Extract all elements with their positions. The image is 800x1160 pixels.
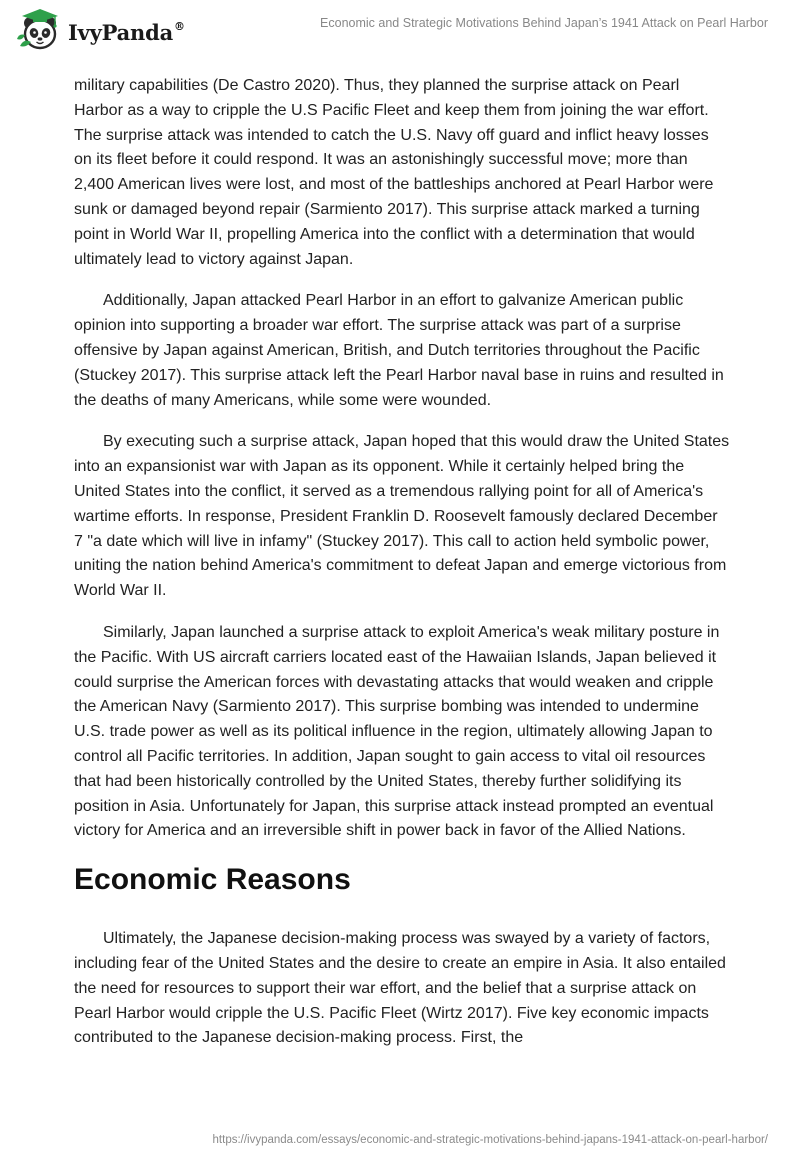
paragraph: Similarly, Japan launched a surprise attack to exploit America's weak military posture in the Pacific. With US aircraft carriers located east of the Hawaiian Islands, Japan believed it could surprise the American forces with devastating attacks that would weaken and cripple the American Navy (Sarmiento 2017). This surprise bombing was intended to undermine U.S. trade power as well as its political influence in the region, ultimately allowing Japan to control all Pacific territories. In addition, Japan sought to gain access to vital oil resources that had been historically controlled by the United States, thereby further solidifying its position in Asia. Unfortunately for Japan, this surprise attack instead prompted an eventual victory for America and an irreversible shift in power back in favor of the Allied Nations. bbox=[74, 623, 720, 840]
page-header bbox=[0, 0, 800, 56]
paragraph: Ultimately, the Japanese decision-making process was swayed by a variety of factors, including fear of the United States and the desire to create an empire in Asia. It also entailed the need for resources to support their war effort, and the belief that a surprise attack on Pearl Harbor would cripple the U.S. Pacific Fleet (Wirtz 2017). Five key economic impacts contributed to the Japanese decision-making process. First, the bbox=[74, 930, 726, 1047]
paragraph: By executing such a surprise attack, Japan hoped that this would draw the United States into an expansionist war with Japan as its opponent. While it certainly helped bring the United States into the conflict, it served as a tremendous rallying point for all of America's wartime efforts. In response, President Franklin D. Roosevelt famously declared December 7 "a date which will live in infamy" (Stuckey 2017). This call to action held symbolic power, uniting the nation behind America's commitment to defeat Japan and emerge victorious from World War II. bbox=[74, 433, 730, 600]
essay-body bbox=[74, 74, 730, 1068]
source-url[interactable]: https://ivypanda.com/essays/economic-and-strategic-motivations-behind-japans-1941-attack-on-pearl-harbor/ bbox=[212, 1134, 768, 1146]
ivypanda-logo[interactable] bbox=[14, 6, 185, 54]
document-title: Economic and Strategic Motivations Behind Japan’s 1941 Attack on Pearl Harbor bbox=[320, 16, 768, 30]
paragraph: military capabilities (De Castro 2020). Thus, they planned the surprise attack on Pearl Harbor as a way to cripple the U.S Pacific Fleet and keep them from joining the war effort. The surprise attack was intended to catch the U.S. Navy off guard and inflict heavy losses on its fleet before it could respond. It was an astonishingly successful move; more than 2,400 American lives were lost, and most of the battleships anchored at Pearl Harbor were sunk or damaged beyond repair (Sarmiento 2017). This surprise attack marked a turning point in World War II, propelling America into the conflict with a determination that would ultimately lead to victory against Japan. bbox=[74, 77, 714, 268]
panda-graduate-icon bbox=[14, 6, 66, 54]
paragraph: Additionally, Japan attacked Pearl Harbor in an effort to galvanize American public opinion into supporting a broader war effort. The surprise attack was part of a surprise offensive by Japan against American, British, and Dutch territories throughout the Pacific (Stuckey 2017). This surprise attack left the Pearl Harbor naval base in ruins and resulted in the deaths of many Americans, while some were wounded. bbox=[74, 292, 724, 409]
section-heading: Economic Reasons bbox=[74, 863, 351, 897]
brand-name bbox=[68, 20, 185, 45]
registered-mark: ® bbox=[174, 19, 185, 33]
brand-name-text: IvyPanda bbox=[68, 19, 174, 45]
